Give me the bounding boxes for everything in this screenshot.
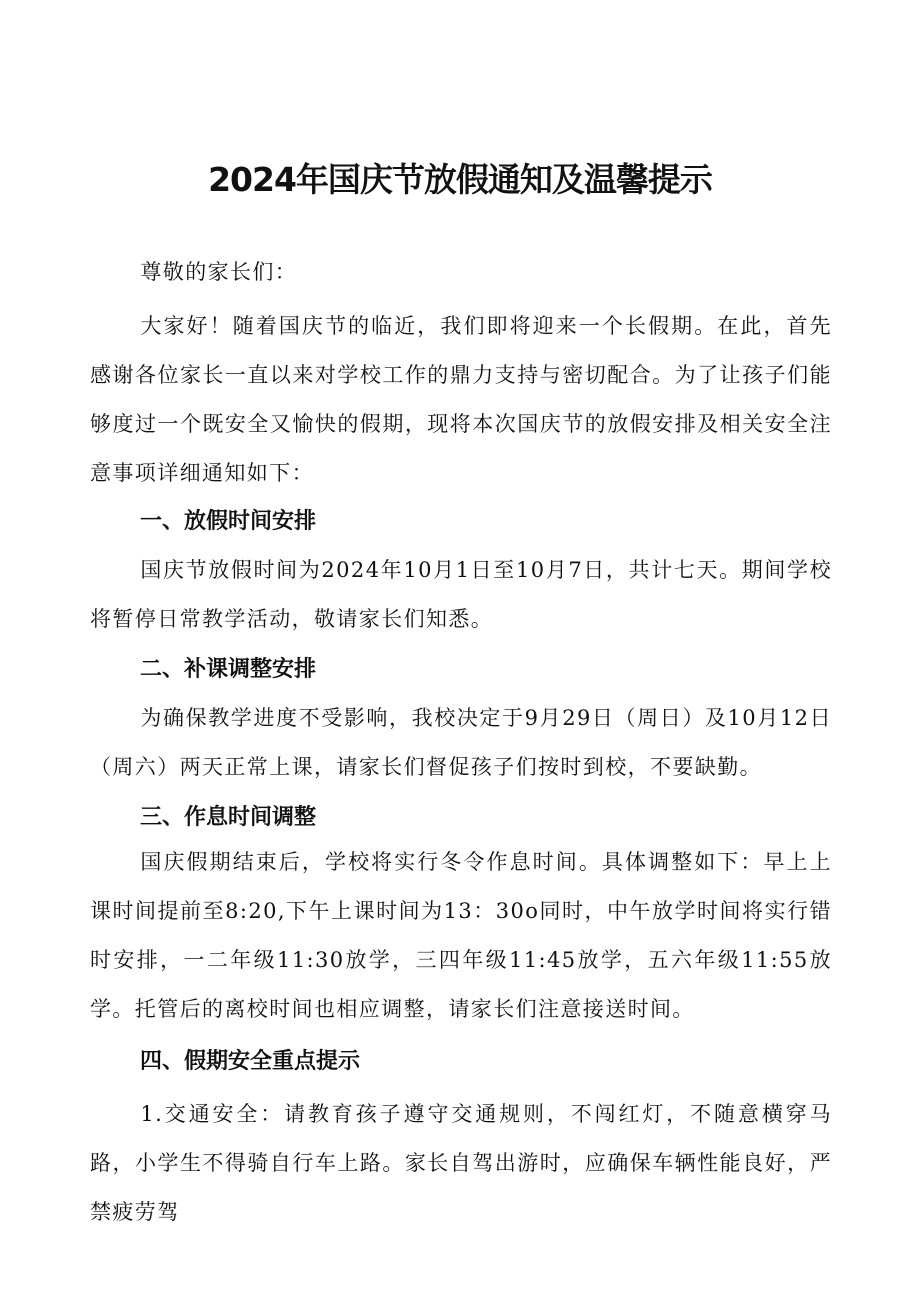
section-text-schedule-adjustment: 国庆假期结束后，学校将实行冬令作息时间。具体调整如下：早上上课时间提前至8:20,下午上课时间为13：30o同时，中午放学时间将实行错时安排，一二年级11:30放学，三四年级11:45放学，五六年级11:55放学。托管后的离校时间也相应调整，请家长们注意接送时间。 — [90, 850, 832, 1021]
section-heading-holiday-schedule: 一、放假时间安排 — [140, 509, 317, 534]
section-text-makeup-classes: 为确保教学进度不受影响，我校决定于9月29日（周日）及10月12日（周六）两天正常上课，请家长们督促孩子们按时到校，不要缺勤。 — [90, 706, 832, 779]
greeting: 尊敬的家长们： — [140, 260, 298, 284]
section-heading-safety-tips: 四、假期安全重点提示 — [140, 1049, 361, 1074]
intro-paragraph: 大家好！随着国庆节的临近，我们即将迎来一个长假期。在此，首先感谢各位家长一直以来对学校工作的鼎力支持与密切配合。为了让孩子们能够度过一个既安全又愉快的假期，现将本次国庆节的放假安排及相关安全注意事项详细通知如下： — [90, 314, 832, 485]
section-text-holiday-schedule: 国庆节放假时间为2024年10月1日至10月7日，共计七天。期间学校将暂停日常教学活动，敬请家长们知悉。 — [90, 558, 832, 631]
section-heading-makeup-classes: 二、补课调整安排 — [140, 657, 317, 682]
page-title: 2024年国庆节放假通知及温馨提示 — [208, 160, 712, 199]
section-heading-schedule-adjustment: 三、作息时间调整 — [140, 805, 317, 830]
section-text-safety-tips: 1.交通安全：请教育孩子遵守交通规则，不闯红灯，不随意横穿马路，小学生不得骑自行车上路。家长自驾出游时，应确保车辆性能良好，严禁疲劳驾 — [90, 1102, 832, 1224]
